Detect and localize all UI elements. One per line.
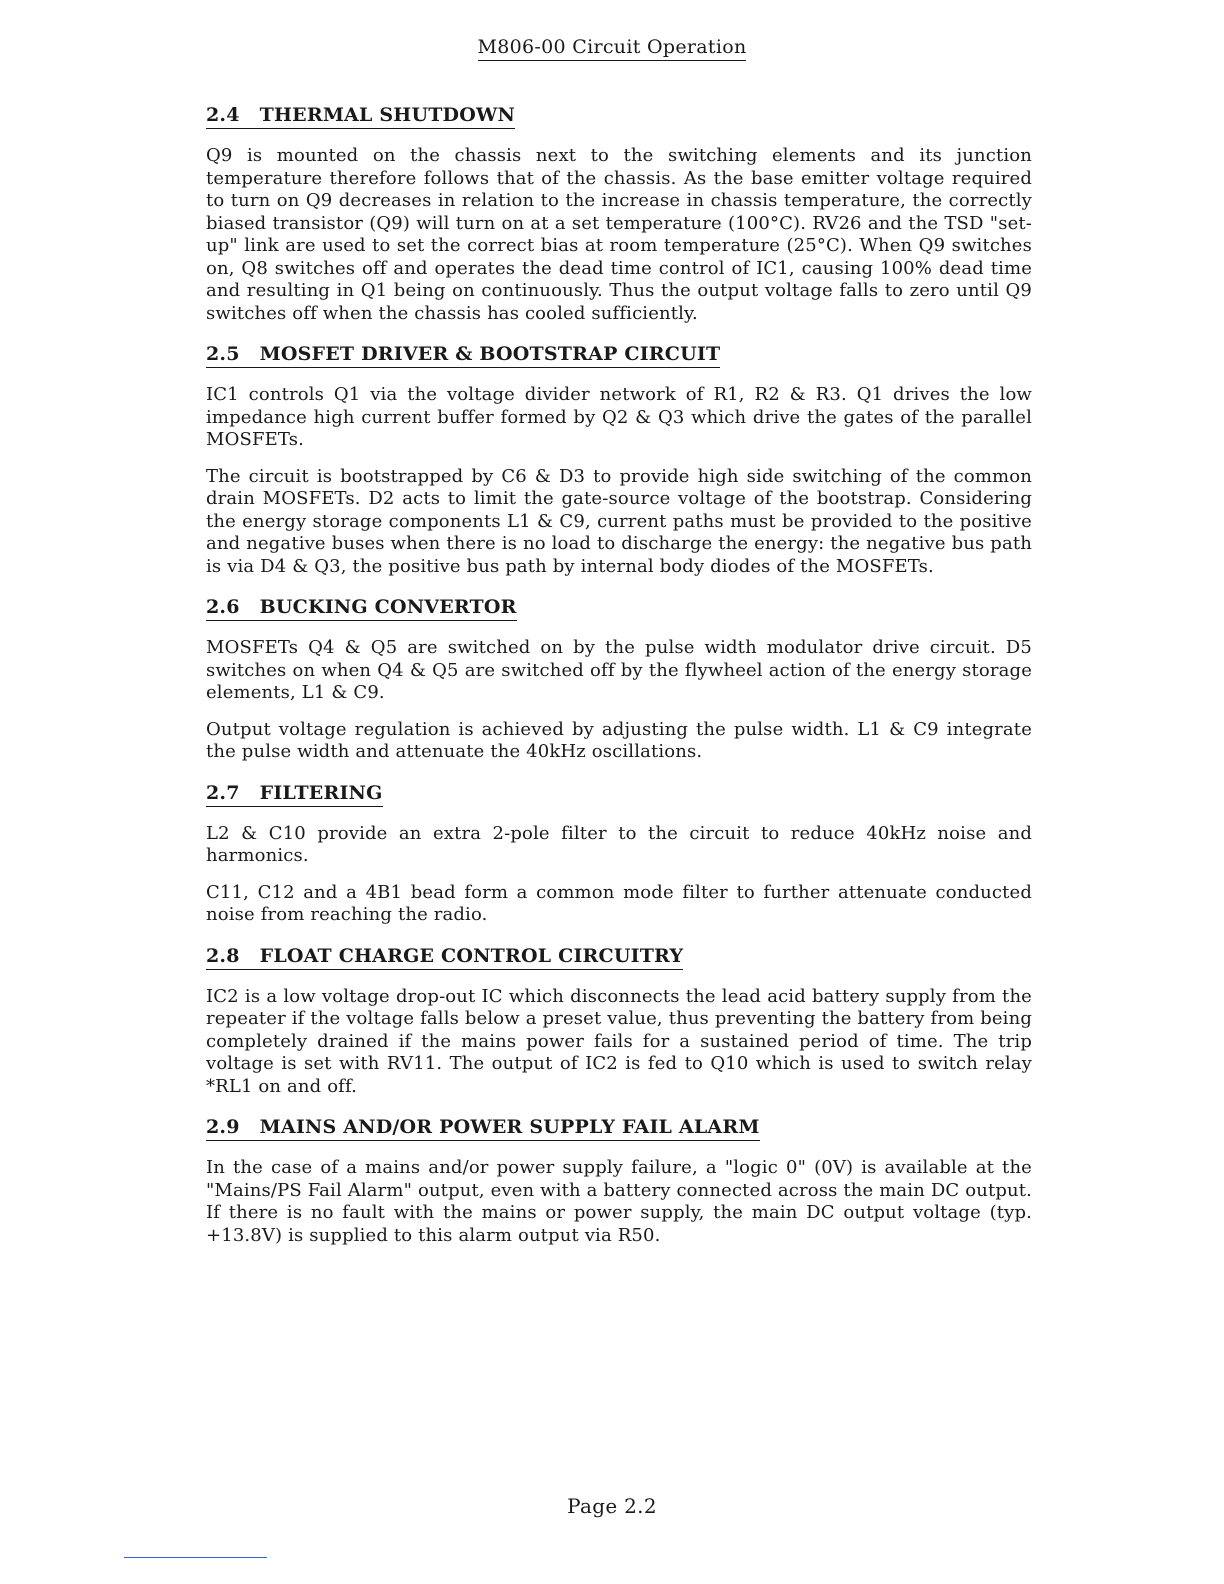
scan-edge-line bbox=[124, 1557, 267, 1558]
section-heading bbox=[206, 782, 383, 807]
document-body bbox=[206, 104, 1032, 1265]
paragraph: Q9 is mounted on the chassis next to the switching elements and its junction temperature therefore follows that of the chassis. As the base emitter voltage required to turn on Q9 decreases in relation to the increase in chassis temperature, the correctly biased transistor (Q9) will turn on at a set temperature (100°C). RV26 and the TSD "set-up" link are used to set the correct bias at room temperature (25°C). When Q9 switches on, Q8 switches off and operates the dead time control of IC1, causing 100% dead time and resulting in Q1 being on continuously. Thus the output voltage falls to zero until Q9 switches off when the chassis has cooled sufficiently. bbox=[206, 145, 1032, 324]
section-number: 2.8 bbox=[206, 944, 240, 967]
section-heading bbox=[206, 104, 515, 129]
paragraph: MOSFETs Q4 & Q5 are switched on by the pulse width modulator drive circuit. D5 switches on when Q4 & Q5 are switched off by the flywheel action of the energy storage elements, L1 & C9. bbox=[206, 637, 1032, 703]
section-heading bbox=[206, 1116, 760, 1141]
paragraph: IC1 controls Q1 via the voltage divider network of R1, R2 & R3. Q1 drives the low impedance high current buffer formed by Q2 & Q3 which drive the gates of the parallel MOSFETs. bbox=[206, 384, 1032, 450]
paragraph: Output voltage regulation is achieved by adjusting the pulse width. L1 & C9 integrate the pulse width and attenuate the 40kHz oscillations. bbox=[206, 718, 1032, 762]
section-number: 2.7 bbox=[206, 781, 240, 804]
paragraph: The circuit is bootstrapped by C6 & D3 to provide high side switching of the common drain MOSFETs. D2 acts to limit the gate-source voltage of the bootstrap. Considering the energy storage components L1 & C9, current paths must be provided to the positive and negative buses when there is no load to discharge the energy: the negative bus path is via D4 & Q3, the positive bus path by internal body diodes of the MOSFETs. bbox=[206, 465, 1032, 577]
section-title: BUCKING CONVERTOR bbox=[259, 596, 517, 618]
section-thermal-shutdown bbox=[206, 104, 1032, 325]
section-heading bbox=[206, 596, 517, 621]
section-title: FILTERING bbox=[259, 781, 383, 804]
section-number: 2.9 bbox=[206, 1116, 240, 1138]
section-title: THERMAL SHUTDOWN bbox=[259, 104, 516, 126]
section-filtering bbox=[206, 782, 1032, 927]
paragraph: C11, C12 and a 4B1 bead form a common mode filter to further attenuate conducted noise from reaching the radio. bbox=[206, 881, 1032, 925]
section-mosfet-driver bbox=[206, 343, 1032, 578]
section-number: 2.5 bbox=[206, 343, 240, 365]
section-float-charge bbox=[206, 945, 1032, 1099]
page-number: Page 2.2 bbox=[567, 1494, 657, 1518]
section-title: MOSFET DRIVER & BOOTSTRAP CIRCUIT bbox=[259, 343, 721, 365]
paragraph: IC2 is a low voltage drop-out IC which disconnects the lead acid battery supply from the repeater if the voltage falls below a preset value, thus preventing the battery from being completely drained if the mains power fails for a sustained period of time. The trip voltage is set with RV11. The output of IC2 is fed to Q10 which is used to switch relay *RL1 on and off. bbox=[206, 985, 1032, 1097]
paragraph: L2 & C10 provide an extra 2-pole filter to the circuit to reduce 40kHz noise and harmonics. bbox=[206, 822, 1032, 866]
section-title: MAINS AND/OR POWER SUPPLY FAIL ALARM bbox=[259, 1116, 760, 1138]
paragraph: In the case of a mains and/or power supply failure, a "logic 0" (0V) is available at the "Mains/PS Fail Alarm" output, even with a battery connected across the main DC output. If there is no fault with the mains or power supply, the main DC output voltage (typ. +13.8V) is supplied to this alarm output via R50. bbox=[206, 1157, 1032, 1246]
section-title: FLOAT CHARGE CONTROL CIRCUITRY bbox=[259, 944, 684, 967]
section-fail-alarm bbox=[206, 1116, 1032, 1247]
section-number: 2.4 bbox=[206, 104, 240, 126]
running-head bbox=[0, 36, 1224, 58]
running-head-text: M806-00 Circuit Operation bbox=[478, 36, 747, 61]
section-bucking-convertor bbox=[206, 596, 1032, 764]
section-number: 2.6 bbox=[206, 596, 240, 618]
section-heading bbox=[206, 945, 683, 970]
section-heading bbox=[206, 343, 720, 368]
